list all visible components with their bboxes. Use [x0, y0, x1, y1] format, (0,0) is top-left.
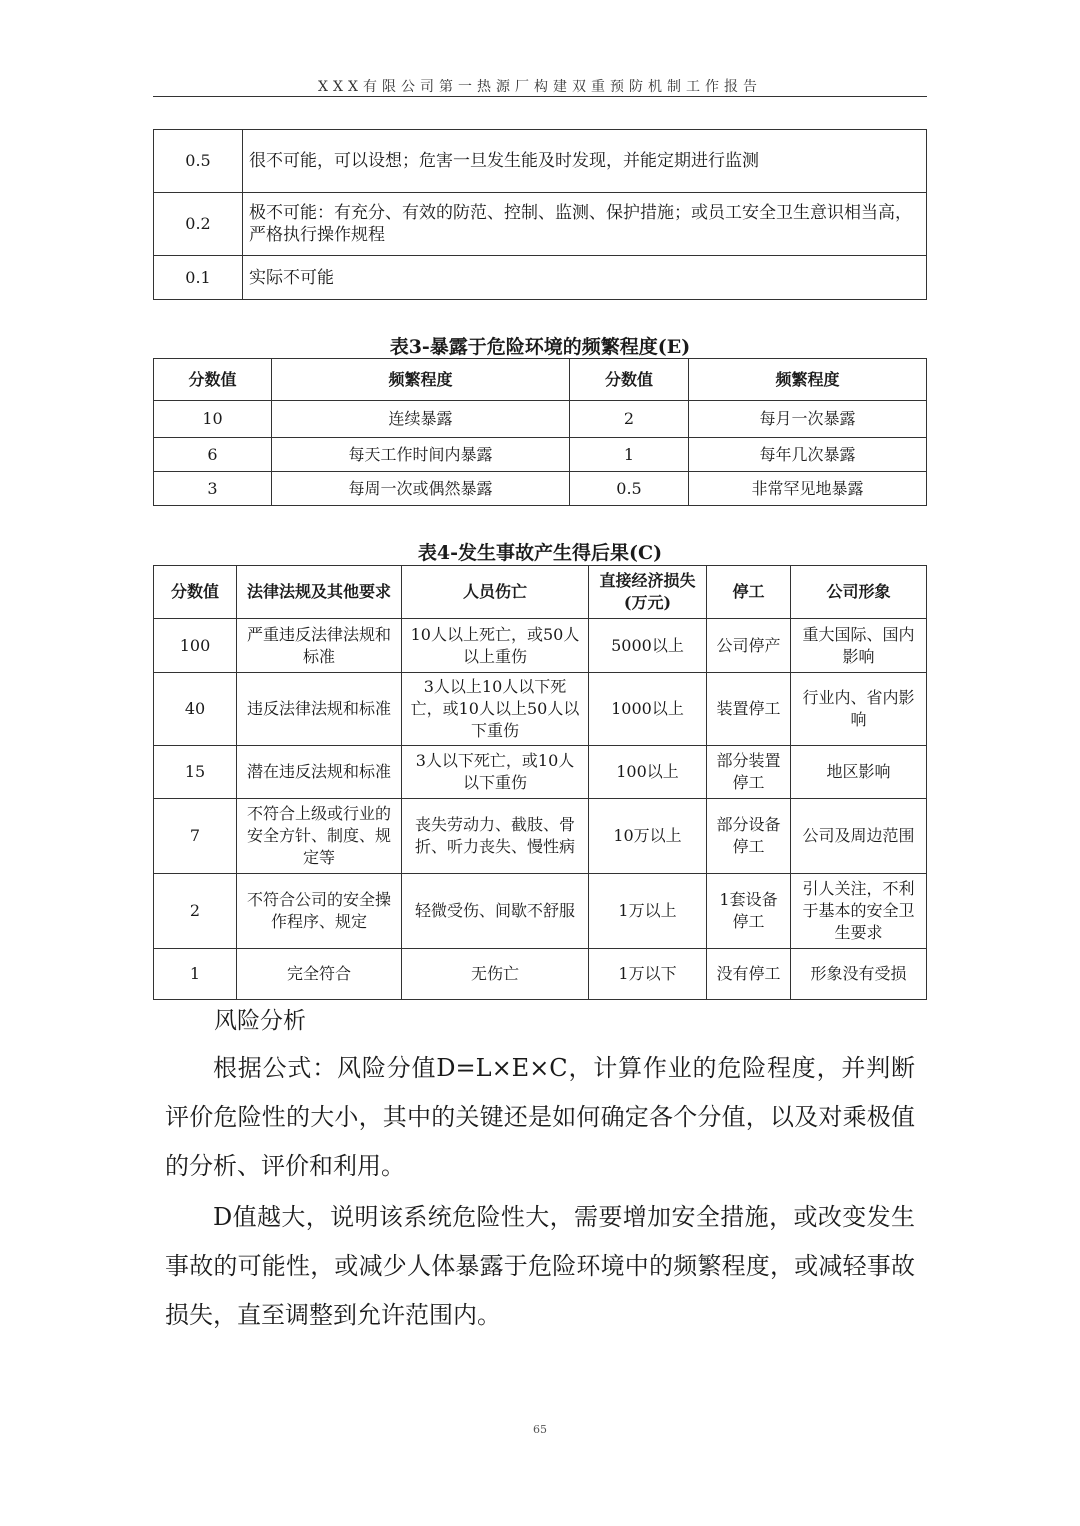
image-cell: 地区影响: [791, 746, 927, 799]
frequency-cell: 每年几次暴露: [689, 438, 927, 472]
score-cell: 0.1: [154, 256, 243, 300]
legal-cell: 潜在违反法规和标准: [237, 746, 402, 799]
score-cell: 15: [154, 746, 237, 799]
table-row: [154, 874, 927, 949]
casualty-cell: 轻微受伤、间歇不舒服: [402, 874, 589, 949]
column-header: 频繁程度: [272, 359, 570, 401]
score-cell: 40: [154, 673, 237, 746]
section-heading: 风险分析: [214, 1008, 306, 1034]
description-cell: 极不可能：有充分、有效的防范、控制、监测、保护措施；或员工安全卫生意识相当高，严格执行操作规程: [243, 193, 927, 256]
description-cell: 实际不可能: [243, 256, 927, 300]
loss-cell: 1万以上: [589, 874, 707, 949]
score-cell: 2: [570, 401, 689, 438]
column-header: 直接经济损失(万元): [589, 566, 707, 619]
page-number: 65: [533, 1423, 547, 1436]
legal-cell: 不符合上级或行业的安全方针、制度、规定等: [237, 799, 402, 874]
table-row: [154, 438, 927, 472]
frequency-cell: 每月一次暴露: [689, 401, 927, 438]
shutdown-cell: 部分装置停工: [707, 746, 791, 799]
score-cell: 3: [154, 472, 272, 506]
legal-cell: 完全符合: [237, 949, 402, 1000]
casualty-cell: 无伤亡: [402, 949, 589, 1000]
image-cell: 公司及周边范围: [791, 799, 927, 874]
loss-cell: 1000以上: [589, 673, 707, 746]
table-row: [154, 401, 927, 438]
column-header: 公司形象: [791, 566, 927, 619]
body-paragraph: 根据公式：风险分值D=L×E×C，计算作业的危险程度，并判断评价危险性的大小，其中的关键还是如何确定各个分值，以及对乘极值的分析、评价和利用。: [165, 1054, 915, 1180]
table-row: [154, 619, 927, 673]
score-cell: 1: [154, 949, 237, 1000]
table-row: [154, 472, 927, 506]
exposure-table-caption: 表3-暴露于危险环境的频繁程度(E): [389, 336, 691, 358]
score-cell: 0.5: [154, 130, 243, 193]
score-cell: 0.2: [154, 193, 243, 256]
score-cell: 100: [154, 619, 237, 673]
casualty-cell: 3人以上10人以下死亡，或10人以上50人以下重伤: [402, 673, 589, 746]
frequency-cell: 非常罕见地暴露: [689, 472, 927, 506]
casualty-cell: 3人以下死亡，或10人以下重伤: [402, 746, 589, 799]
column-header: 法律法规及其他要求: [237, 566, 402, 619]
column-header: 停工: [707, 566, 791, 619]
image-cell: 重大国际、国内影响: [791, 619, 927, 673]
score-cell: 7: [154, 799, 237, 874]
column-header: 分数值: [570, 359, 689, 401]
table-row: [154, 673, 927, 746]
consequence-table: [153, 565, 927, 1000]
score-cell: 1: [570, 438, 689, 472]
column-header: 分数值: [154, 359, 272, 401]
loss-cell: 100以上: [589, 746, 707, 799]
image-cell: 形象没有受损: [791, 949, 927, 1000]
score-cell: 6: [154, 438, 272, 472]
column-header: 分数值: [154, 566, 237, 619]
description-cell: 很不可能，可以设想；危害一旦发生能及时发现，并能定期进行监测: [243, 130, 927, 193]
shutdown-cell: 1套设备停工: [707, 874, 791, 949]
report-header-title: XXX有限公司第一热源厂构建双重预防机制工作报告: [318, 79, 762, 95]
legal-cell: 违反法律法规和标准: [237, 673, 402, 746]
score-cell: 10: [154, 401, 272, 438]
table-header-row: [154, 566, 927, 619]
loss-cell: 1万以下: [589, 949, 707, 1000]
consequence-table-caption: 表4-发生事故产生得后果(C): [417, 542, 663, 564]
casualty-cell: 10人以上死亡，或50人以上重伤: [402, 619, 589, 673]
table-row: [154, 799, 927, 874]
frequency-cell: 连续暴露: [272, 401, 570, 438]
score-cell: 0.5: [570, 472, 689, 506]
legal-cell: 严重违反法律法规和标准: [237, 619, 402, 673]
image-cell: 行业内、省内影响: [791, 673, 927, 746]
table-row: [154, 746, 927, 799]
legal-cell: 不符合公司的安全操作程序、规定: [237, 874, 402, 949]
casualty-cell: 丧失劳动力、截肢、骨折、听力丧失、慢性病: [402, 799, 589, 874]
header-divider: [153, 96, 927, 97]
loss-cell: 5000以上: [589, 619, 707, 673]
table-row: [154, 130, 927, 193]
table-row: [154, 256, 927, 300]
column-header: 频繁程度: [689, 359, 927, 401]
table-row: [154, 193, 927, 256]
body-paragraph: D值越大，说明该系统危险性大，需要增加安全措施，或改变发生事故的可能性，或减少人体暴露于危险环境中的频繁程度，或减轻事故损失，直至调整到允许范围内。: [165, 1203, 915, 1329]
table-header-row: [154, 359, 927, 401]
exposure-table: [153, 358, 927, 506]
likelihood-table: [153, 129, 927, 300]
column-header: 人员伤亡: [402, 566, 589, 619]
shutdown-cell: 装置停工: [707, 673, 791, 746]
loss-cell: 10万以上: [589, 799, 707, 874]
frequency-cell: 每天工作时间内暴露: [272, 438, 570, 472]
frequency-cell: 每周一次或偶然暴露: [272, 472, 570, 506]
shutdown-cell: 没有停工: [707, 949, 791, 1000]
table-row: [154, 949, 927, 1000]
shutdown-cell: 部分设备停工: [707, 799, 791, 874]
score-cell: 2: [154, 874, 237, 949]
image-cell: 引人关注，不利于基本的安全卫生要求: [791, 874, 927, 949]
shutdown-cell: 公司停产: [707, 619, 791, 673]
